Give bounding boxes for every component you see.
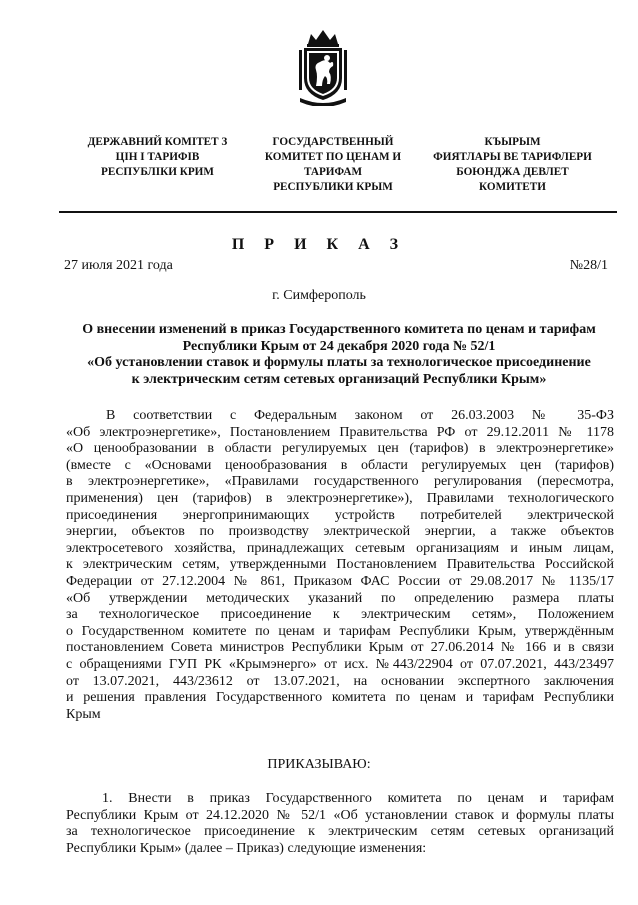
header-crimean-tatar xyxy=(420,135,605,195)
item-line: Республики Крым» (далее – Приказ) следующие изменения: xyxy=(66,840,427,856)
header-line: РЕСПУБЛИКИ КРЫМ xyxy=(273,181,393,193)
document-date: 27 июля 2021 года xyxy=(64,258,173,273)
paragraph-line: применения) цен (тарифов) в электроэнергетике»), Правилами технологического xyxy=(66,490,614,506)
subject-line: «Об установлении ставок и формулы платы за технологическое присоединение xyxy=(87,355,591,370)
paragraph-line: «Об утверждении методических указаний по определению размера платы xyxy=(66,590,614,606)
paragraph-line: «О ценообразовании в области регулируемых цен (тарифов) в электроэнергетике» xyxy=(66,441,614,457)
paragraph-line: в электроэнергетике», «Правилами государственного регулирования (пересмотра, xyxy=(66,474,614,490)
paragraph-line: о Государственном комитете по ценам и тарифам Республики Крым, утверждённым xyxy=(66,623,614,639)
item-line: 1. Внести в приказ Государственного комитета по ценам и тарифам xyxy=(102,791,614,806)
paragraph-line: постановлением Совета министров Республики Крым от 27.06.2014 № 166 и в связи xyxy=(66,640,614,656)
header-line: КОМИТЕТ ПО ЦЕНАМ И xyxy=(264,151,402,163)
header-line: КЪЫРЫМ xyxy=(484,136,541,148)
header-line: ГОСУДАРСТВЕННЫЙ xyxy=(272,136,394,148)
header-russian xyxy=(248,135,418,195)
subject-line: к электрическим сетям сетевых организаций Республики Крым» xyxy=(131,371,547,387)
header-line: РЕСПУБЛІКИ КРИМ xyxy=(101,166,214,178)
header-ukrainian xyxy=(70,135,245,180)
item-line: за технологическое присоединение к электрическим сетям сетевых организаций xyxy=(66,824,614,840)
order-heading: ПРИКАЗЫВАЮ: xyxy=(267,757,371,772)
paragraph-line: за технологическое присоединение к электрическим сетям», Положением xyxy=(66,607,614,623)
preamble-paragraph xyxy=(66,408,614,723)
paragraph-line: В соответствии с Федеральным законом от 26.03.2003 № 35-ФЗ xyxy=(106,408,614,423)
paragraph-line: «Об электроэнергетике», Постановлением Правительства РФ от 29.12.2011 № 1178 xyxy=(66,424,614,440)
document-number: №28/1 xyxy=(569,258,608,273)
paragraph-line: электросетевого хозяйства, принадлежащих сетевым организациям и иным лицам, xyxy=(66,540,614,556)
subject-line: Республики Крым от 24 декабря 2020 года № 52/1 xyxy=(182,338,496,354)
document-title: П Р И К А З xyxy=(231,236,407,253)
paragraph-line: и решения правления Государственного комитета по ценам и тарифам Республики xyxy=(66,690,614,706)
header-divider xyxy=(59,211,617,213)
paragraph-line: присоединения энергопринимающих устройств потребителей электрической xyxy=(66,507,614,523)
document-subject xyxy=(60,322,618,388)
header-line: ФИЯТЛАРЫ ВЕ ТАРИФЛЕРИ xyxy=(433,151,592,163)
subject-line: О внесении изменений в приказ Государственного комитета по ценам и тарифам xyxy=(82,322,596,337)
paragraph-line: Крым xyxy=(66,706,101,722)
document-city: г. Симферополь xyxy=(272,288,366,303)
paragraph-line: Федерации от 27.12.2004 № 861, Приказом ФАС России от 29.08.2017 № 1135/17 xyxy=(66,573,614,589)
header-line: БОЮНДЖА ДЕВЛЕТ xyxy=(456,166,569,178)
header-line: ДЕРЖАВНИЙ КОМІТЕТ З xyxy=(87,136,228,148)
header-line: ТАРИФАМ xyxy=(303,166,363,178)
paragraph-line: (вместе с «Основами ценообразования в области регулируемых цен (тарифов) xyxy=(66,457,614,473)
header-line: ЦІН І ТАРИФІВ xyxy=(115,151,200,163)
order-item-1 xyxy=(66,791,614,857)
item-line: Республики Крым от 24.12.2020 № 52/1 «Об установлении ставок и формулы платы xyxy=(66,807,614,823)
header-line: КОМИТЕТИ xyxy=(479,181,546,193)
paragraph-line: энергии, объектов по производству электрической энергии, а также объектов xyxy=(66,524,614,540)
paragraph-line: от 13.07.2021, 443/23612 от 13.07.2021, на основании экспертного заключения xyxy=(66,673,614,689)
coat-of-arms-icon xyxy=(296,28,350,106)
paragraph-line: с обращениями ГУП РК «Крымэнерго» от исх. №443/22904 от 07.07.2021, 443/23497 xyxy=(66,656,614,672)
paragraph-line: к электрическим сетям, утвержденными Постановлением Правительства Российской xyxy=(66,557,614,573)
